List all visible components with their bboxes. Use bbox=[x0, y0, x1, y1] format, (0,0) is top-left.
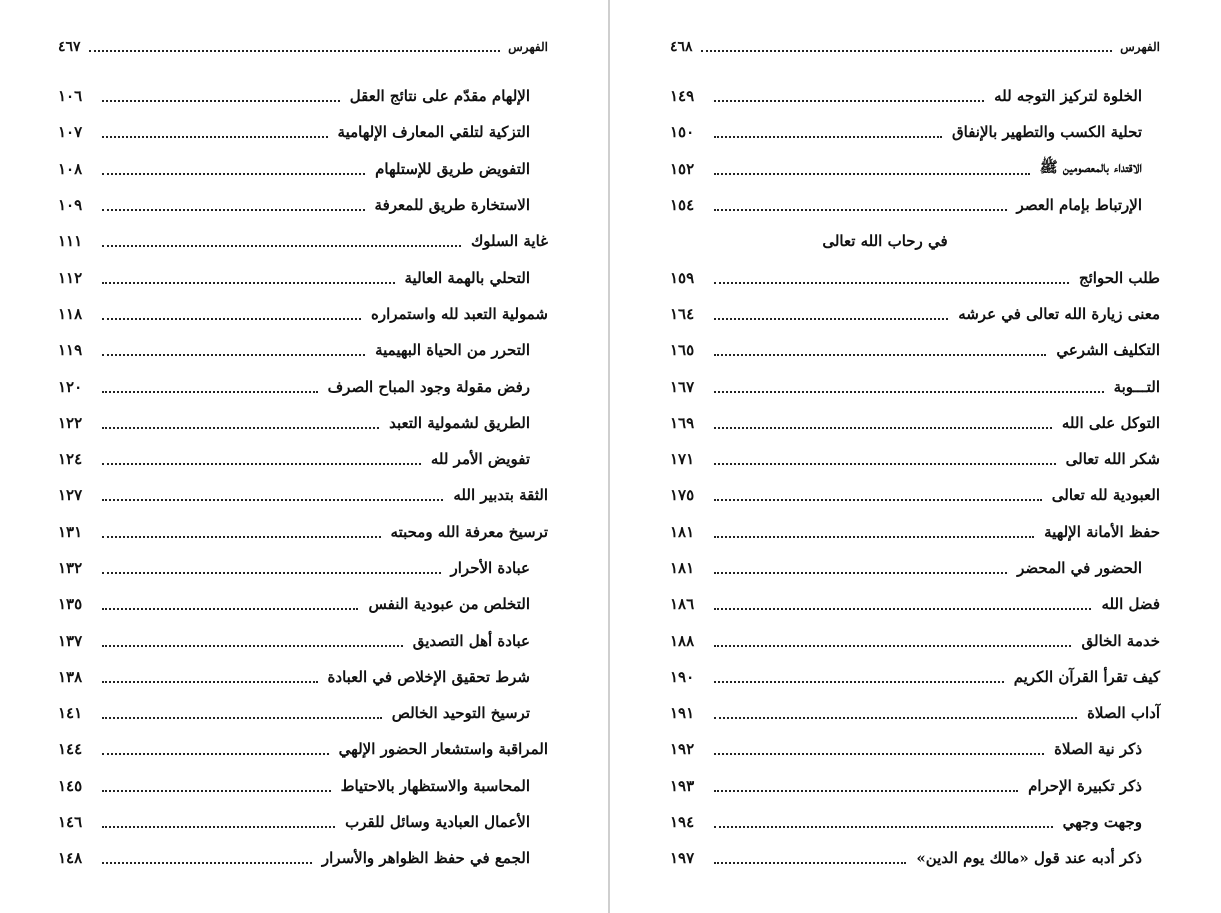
dot-leader bbox=[102, 499, 443, 501]
toc-entry bbox=[58, 187, 548, 223]
toc-entry-title: الحضور في المحضر bbox=[1017, 559, 1142, 577]
toc-entry bbox=[58, 78, 548, 114]
dot-leader bbox=[102, 391, 318, 393]
toc-entry-page: ١٢٠ bbox=[58, 377, 83, 396]
toc-entry-page: ١٢٢ bbox=[58, 413, 83, 432]
toc-entry-title: التحرر من الحياة البهيمية bbox=[375, 341, 530, 360]
toc-entry bbox=[58, 151, 548, 187]
dot-leader bbox=[102, 318, 361, 320]
page-number: ٤٦٧ bbox=[58, 39, 81, 55]
toc-entry bbox=[670, 477, 1160, 513]
toc-entry bbox=[58, 550, 548, 586]
toc-entry-page: ١٠٧ bbox=[58, 123, 83, 142]
toc-entry-title: ترسيخ التوحيد الخالص bbox=[391, 704, 530, 723]
dot-leader bbox=[714, 717, 1077, 719]
toc-entry-title: الاستخارة طريق للمعرفة bbox=[374, 196, 530, 215]
toc-entry-page: ١٩٣ bbox=[670, 776, 695, 795]
toc-entry bbox=[670, 622, 1160, 658]
dot-leader bbox=[102, 717, 382, 719]
toc-entry-page: ١٩١ bbox=[670, 704, 695, 723]
toc-entry-page: ١١١ bbox=[58, 232, 83, 251]
toc-entry-page: ١٩٤ bbox=[670, 813, 695, 832]
toc-entry-page: ١٥٢ bbox=[670, 159, 695, 178]
toc-entry bbox=[58, 804, 548, 840]
toc-entry-title: التفويض طريق للإستلهام bbox=[375, 159, 530, 178]
toc-entry bbox=[670, 332, 1160, 368]
toc-entry-page: ١٨٨ bbox=[670, 631, 695, 650]
toc-entry-title: شرط تحقيق الإخلاص في العبادة bbox=[327, 667, 530, 686]
toc-entry bbox=[58, 840, 548, 876]
toc-entry bbox=[670, 78, 1160, 114]
toc-entry-page: ١٥٩ bbox=[670, 268, 695, 287]
toc-entry bbox=[670, 259, 1160, 295]
dot-leader bbox=[102, 427, 379, 429]
dot-leader bbox=[102, 608, 358, 610]
toc-entry-title: الاقتداء بالمعصومين ﷺ bbox=[1039, 157, 1142, 176]
toc-entry bbox=[58, 259, 548, 295]
toc-entry-page: ١٠٩ bbox=[58, 196, 83, 215]
dot-leader bbox=[89, 50, 501, 52]
dot-leader bbox=[714, 862, 906, 864]
toc-list bbox=[58, 78, 548, 877]
toc-entry-page: ١٠٦ bbox=[58, 87, 83, 106]
toc-entry bbox=[58, 405, 548, 441]
dot-leader bbox=[714, 536, 1034, 538]
toc-entry-page: ١٨١ bbox=[670, 522, 695, 541]
toc-entry-title: المحاسبة والاستظهار بالاحتياط bbox=[340, 776, 530, 795]
toc-entry-title: تحلية الكسب والتطهير بالإنفاق bbox=[952, 123, 1142, 142]
toc-entry-page: ١١٢ bbox=[58, 268, 83, 287]
toc-entry-title: التكليف الشرعي bbox=[1056, 341, 1160, 360]
toc-entry bbox=[58, 514, 548, 550]
dot-leader bbox=[714, 427, 1052, 429]
toc-entry bbox=[58, 768, 548, 804]
toc-entry-page: ١١٩ bbox=[58, 341, 83, 360]
toc-entry-title: الأعمال العبادية وسائل للقرب bbox=[345, 813, 530, 832]
running-head bbox=[670, 36, 1160, 58]
toc-entry-title: كيف تقرأ القرآن الكريم bbox=[1013, 667, 1160, 686]
running-head-title: الفهرس bbox=[1120, 40, 1160, 54]
dot-leader bbox=[102, 862, 312, 864]
dot-leader bbox=[102, 826, 335, 828]
toc-entry-title: ذكر تكبيرة الإحرام bbox=[1028, 776, 1142, 795]
toc-entry bbox=[58, 441, 548, 477]
toc-entry-title: عبادة أهل التصديق bbox=[412, 631, 530, 650]
toc-entry bbox=[58, 695, 548, 731]
running-head bbox=[58, 36, 548, 58]
toc-entry bbox=[58, 659, 548, 695]
dot-leader bbox=[102, 173, 365, 175]
toc-entry-page: ١٩٧ bbox=[670, 849, 695, 868]
toc-entry-title: الطريق لشمولية التعبد bbox=[389, 413, 530, 432]
toc-entry bbox=[58, 332, 548, 368]
toc-entry-title: الإلهام مقدّم على نتائج العقل bbox=[349, 87, 530, 106]
toc-entry-title: معنى زيارة الله تعالى في عرشه bbox=[958, 304, 1160, 323]
toc-list bbox=[670, 78, 1160, 877]
dot-leader bbox=[102, 209, 365, 211]
dot-leader bbox=[102, 645, 403, 647]
dot-leader bbox=[102, 572, 441, 574]
toc-entry-page: ١٦٧ bbox=[670, 377, 695, 396]
dot-leader bbox=[102, 753, 329, 755]
dot-leader bbox=[714, 499, 1042, 501]
toc-entry-title: التحلي بالهمة العالية bbox=[404, 268, 530, 287]
toc-entry bbox=[670, 114, 1160, 150]
dot-leader bbox=[102, 100, 340, 102]
dot-leader bbox=[714, 100, 984, 102]
dot-leader bbox=[102, 463, 421, 465]
dot-leader bbox=[714, 681, 1004, 683]
toc-entry-title: حفظ الأمانة الإلهية bbox=[1044, 522, 1160, 541]
toc-entry-page: ١٦٤ bbox=[670, 304, 695, 323]
toc-entry-page: ١٩٠ bbox=[670, 667, 695, 686]
right-page bbox=[610, 0, 1221, 913]
toc-entry bbox=[670, 187, 1160, 223]
toc-entry-title: وجهت وجهي bbox=[1062, 813, 1142, 832]
toc-entry-title: غاية السلوك bbox=[470, 232, 548, 251]
dot-leader bbox=[102, 136, 328, 138]
dot-leader bbox=[714, 173, 1030, 175]
toc-entry-title: التـــوبة bbox=[1113, 377, 1160, 396]
toc-entry-title: شكر الله تعالى bbox=[1065, 450, 1160, 469]
dot-leader bbox=[102, 245, 461, 247]
toc-entry-page: ١٣٨ bbox=[58, 667, 83, 686]
dot-leader bbox=[714, 318, 948, 320]
toc-entry bbox=[670, 405, 1160, 441]
toc-entry-page: ١٤٦ bbox=[58, 813, 83, 832]
toc-entry-title: فضل الله bbox=[1101, 595, 1160, 614]
toc-entry bbox=[670, 768, 1160, 804]
toc-entry bbox=[58, 622, 548, 658]
toc-entry-page: ١٧١ bbox=[670, 450, 695, 469]
toc-entry bbox=[670, 368, 1160, 404]
dot-leader bbox=[714, 572, 1007, 574]
toc-entry-page: ١٧٥ bbox=[670, 486, 695, 505]
toc-entry-page: ١٢٤ bbox=[58, 450, 83, 469]
toc-entry bbox=[670, 731, 1160, 767]
toc-entry-page: ١٤١ bbox=[58, 704, 83, 723]
toc-entry bbox=[58, 296, 548, 332]
toc-entry bbox=[670, 441, 1160, 477]
toc-entry bbox=[58, 586, 548, 622]
toc-entry-page: ١٤٩ bbox=[670, 87, 695, 106]
toc-entry-page: ١٥٠ bbox=[670, 123, 695, 142]
toc-entry-page: ١٦٥ bbox=[670, 341, 695, 360]
dot-leader bbox=[714, 463, 1056, 465]
toc-entry bbox=[58, 114, 548, 150]
toc-entry-page: ١١٨ bbox=[58, 304, 83, 323]
toc-entry-page: ١٦٩ bbox=[670, 413, 695, 432]
left-page bbox=[0, 0, 608, 913]
toc-entry-page: ١٤٨ bbox=[58, 849, 83, 868]
toc-entry-title: شمولية التعبد لله واستمراره bbox=[371, 304, 548, 323]
toc-entry-title: الثقة بتدبير الله bbox=[453, 486, 548, 505]
toc-entry-title: طلب الحوائج bbox=[1078, 268, 1160, 287]
toc-entry bbox=[58, 477, 548, 513]
toc-entry bbox=[670, 550, 1160, 586]
dot-leader bbox=[102, 282, 395, 284]
toc-entry-page: ١٢٧ bbox=[58, 486, 83, 505]
toc-entry-title: خدمة الخالق bbox=[1081, 631, 1160, 650]
toc-entry-title: ذكر أدبه عند قول «مالك يوم الدين» bbox=[916, 849, 1142, 868]
toc-entry-page: ١٤٤ bbox=[58, 740, 83, 759]
dot-leader bbox=[714, 753, 1044, 755]
toc-entry-title: آداب الصلاة bbox=[1087, 704, 1160, 723]
toc-entry bbox=[670, 586, 1160, 622]
toc-entry-title: المراقبة واستشعار الحضور الإلهي bbox=[338, 740, 548, 759]
page-number: ٤٦٨ bbox=[670, 39, 693, 55]
toc-entry-title: العبودية لله تعالى bbox=[1051, 486, 1160, 505]
toc-entry bbox=[670, 804, 1160, 840]
dot-leader bbox=[714, 136, 942, 138]
toc-entry bbox=[670, 151, 1160, 187]
toc-entry bbox=[58, 223, 548, 259]
toc-entry bbox=[670, 695, 1160, 731]
toc-entry-page: ١٣٥ bbox=[58, 595, 83, 614]
dot-leader bbox=[701, 50, 1113, 52]
toc-entry-page: ١٤٥ bbox=[58, 776, 83, 795]
toc-entry-title: الخلوة لتركيز التوجه لله bbox=[994, 87, 1142, 106]
toc-entry-page: ١٣٢ bbox=[58, 559, 83, 577]
running-head-title: الفهرس bbox=[508, 40, 548, 54]
dot-leader bbox=[714, 608, 1091, 610]
toc-entry bbox=[670, 296, 1160, 332]
toc-entry-title: الإرتباط بإمام العصر bbox=[1016, 196, 1142, 215]
section-heading: في رحاب الله تعالى bbox=[822, 232, 948, 251]
toc-entry-page: ١٨٦ bbox=[670, 595, 695, 614]
dot-leader bbox=[102, 354, 365, 356]
toc-entry-title: التوكل على الله bbox=[1061, 413, 1160, 432]
toc-entry bbox=[670, 659, 1160, 695]
toc-entry-title: رفض مقولة وجود المباح الصرف bbox=[327, 377, 530, 396]
toc-entry-page: ١٨١ bbox=[670, 559, 695, 577]
dot-leader bbox=[102, 536, 381, 538]
toc-entry-page: ١٩٢ bbox=[670, 740, 695, 759]
toc-entry-title: الجمع في حفظ الظواهر والأسرار bbox=[321, 849, 530, 868]
dot-leader bbox=[102, 790, 331, 792]
toc-entry-title: التخلص من عبودية النفس bbox=[368, 595, 530, 614]
dot-leader bbox=[102, 681, 318, 683]
toc-entry bbox=[670, 514, 1160, 550]
dot-leader bbox=[714, 282, 1069, 284]
dot-leader bbox=[714, 826, 1053, 828]
toc-entry-title: تفويض الأمر لله bbox=[430, 450, 530, 469]
toc-entry-title: التزكية لتلقي المعارف الإلهامية bbox=[337, 123, 530, 142]
toc-entry bbox=[58, 368, 548, 404]
toc-entry-page: ١٣٧ bbox=[58, 631, 83, 650]
toc-entry-title: ترسيخ معرفة الله ومحبته bbox=[390, 522, 548, 541]
dot-leader bbox=[714, 391, 1104, 393]
dot-leader bbox=[714, 209, 1007, 211]
toc-entry-page: ١٥٤ bbox=[670, 196, 695, 215]
dot-leader bbox=[714, 645, 1071, 647]
dot-leader bbox=[714, 790, 1018, 792]
dot-leader bbox=[714, 354, 1046, 356]
toc-entry-title: عبادة الأحرار bbox=[450, 559, 530, 577]
toc-entry-title: ذكر نية الصلاة bbox=[1054, 740, 1142, 759]
toc-entry bbox=[58, 731, 548, 767]
toc-entry-page: ١٠٨ bbox=[58, 159, 83, 178]
toc-entry bbox=[670, 840, 1160, 876]
toc-entry-page: ١٣١ bbox=[58, 522, 83, 541]
